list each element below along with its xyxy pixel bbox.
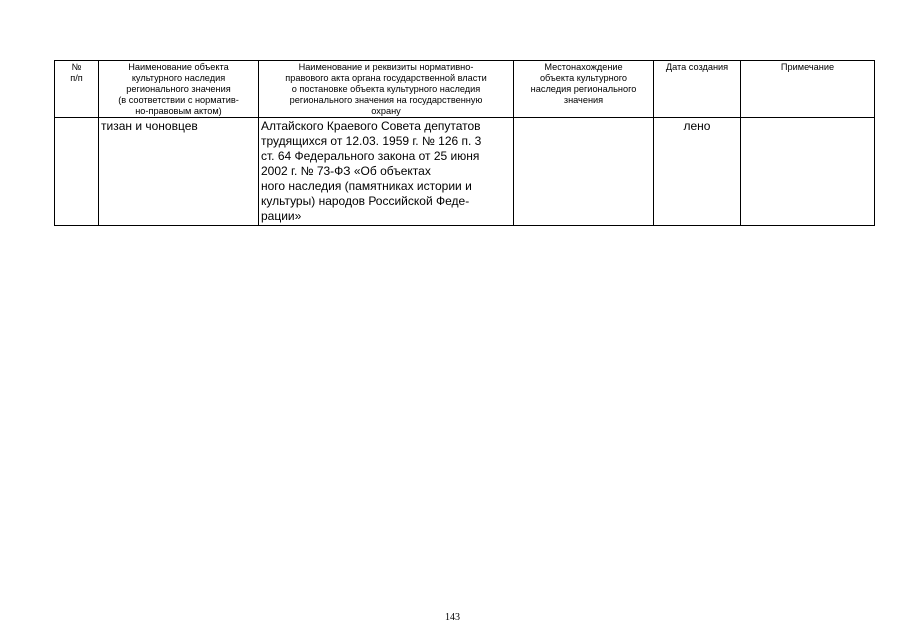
column-header-object-name: Наименование объекта культурного наследия регионального значения (в соответствии с норматив- но-правовым актом) <box>99 61 259 118</box>
heritage-table <box>54 60 875 226</box>
column-header-legal-act: Наименование и реквизиты нормативно- правового акта органа государственной власти о постановке объекта культурного наследия регионального значения на государственную охрану <box>259 61 514 118</box>
cell-object-name: тизан и чоновцев <box>99 118 259 226</box>
column-header-creation-date: Дата создания <box>654 61 741 118</box>
cell-note <box>741 118 875 226</box>
cell-location <box>514 118 654 226</box>
cell-legal-act: Алтайского Краевого Совета депутатов трудящихся от 12.03. 1959 г. № 126 п. 3 ст. 64 Федерального закона от 25 июня 2002 г. № 73-ФЗ «Об объектах ного наследия (памятниках истории и культуры) народов Российской Феде- рации» <box>259 118 514 226</box>
page-number: 143 <box>445 612 460 623</box>
cell-creation-date: лено <box>654 118 741 226</box>
table-row <box>55 118 875 226</box>
table-header-row <box>55 61 875 118</box>
cell-number <box>55 118 99 226</box>
column-header-note: Примечание <box>741 61 875 118</box>
column-header-number: № п/п <box>55 61 99 118</box>
column-header-location: Местонахождение объекта культурного наследия регионального значения <box>514 61 654 118</box>
